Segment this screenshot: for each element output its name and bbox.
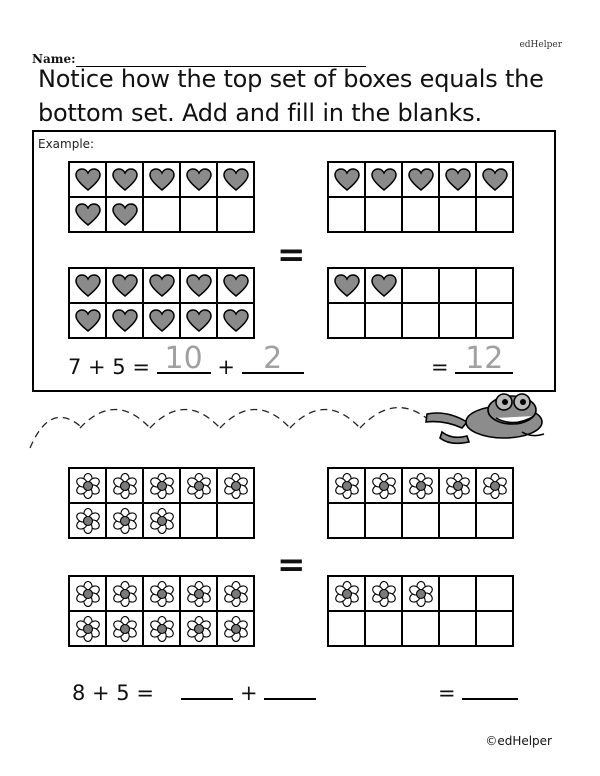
ten-frame-cell — [218, 163, 255, 198]
ten-frame-cell — [329, 163, 366, 198]
ten-frame-cell — [181, 163, 218, 198]
ten-frame-cell — [70, 269, 107, 304]
heart-icon — [223, 168, 249, 192]
flower-icon — [75, 581, 101, 607]
copyright: ©edHelper — [485, 734, 552, 748]
ten-frame-cell — [107, 469, 144, 504]
flower-icon — [112, 616, 138, 642]
problem-equation-lhs: 8 + 5 = — [72, 681, 154, 705]
ten-frame-cell — [440, 577, 477, 612]
flower-icon — [408, 581, 434, 607]
flower-icon — [223, 581, 249, 607]
flower-icon — [112, 581, 138, 607]
brand-mark: edHelper — [519, 40, 562, 50]
problem-left-top-frame — [68, 467, 255, 539]
ten-frame-cell — [181, 198, 218, 233]
heart-icon — [445, 168, 471, 192]
ten-frame-cell — [218, 304, 255, 339]
example-answer-3: 12 — [465, 341, 504, 376]
heart-icon — [112, 274, 138, 298]
ten-frame-cell — [477, 612, 514, 647]
ten-frame-cell — [329, 577, 366, 612]
ten-frame-cell — [181, 269, 218, 304]
ten-frame-cell — [403, 612, 440, 647]
example-equals-sign: = — [277, 235, 306, 275]
flower-icon — [75, 616, 101, 642]
problem-blank-3[interactable] — [462, 676, 518, 700]
ten-frame-cell — [181, 612, 218, 647]
ten-frame-cell — [366, 269, 403, 304]
flower-icon — [149, 616, 175, 642]
ten-frame-cell — [144, 577, 181, 612]
ten-frame-cell — [366, 163, 403, 198]
ten-frame-cell — [329, 198, 366, 233]
ten-frame-cell — [181, 504, 218, 539]
flower-icon — [149, 473, 175, 499]
flower-icon — [223, 473, 249, 499]
example-answer-1: 10 — [164, 341, 203, 376]
ten-frame-cell — [440, 469, 477, 504]
ten-frame-cell — [218, 577, 255, 612]
flower-icon — [408, 473, 434, 499]
ten-frame-cell — [329, 304, 366, 339]
ten-frame-cell — [366, 198, 403, 233]
ten-frame-cell — [70, 504, 107, 539]
heart-icon — [75, 274, 101, 298]
heart-icon — [75, 203, 101, 227]
example-result — [431, 341, 513, 379]
ten-frame-cell — [107, 304, 144, 339]
ten-frame-cell — [218, 198, 255, 233]
ten-frame-cell — [70, 198, 107, 233]
ten-frame-cell — [477, 304, 514, 339]
ten-frame-cell — [477, 469, 514, 504]
heart-icon — [334, 168, 360, 192]
example-blank-3[interactable] — [455, 341, 513, 376]
ten-frame-cell — [70, 304, 107, 339]
heart-icon — [112, 168, 138, 192]
problem-result-equals: = — [438, 681, 456, 705]
ten-frame-cell — [366, 469, 403, 504]
heart-icon — [112, 309, 138, 333]
instructions: Notice how the top set of boxes equals the bottom set. Add and fill in the blanks. — [38, 65, 544, 127]
problem-equation-plus: + — [240, 681, 258, 705]
ten-frame-cell — [181, 304, 218, 339]
heart-icon — [223, 274, 249, 298]
flower-icon — [371, 581, 397, 607]
heart-icon — [371, 274, 397, 298]
example-answer-2: 2 — [263, 341, 283, 376]
ten-frame-cell — [107, 577, 144, 612]
example-blank-1[interactable] — [157, 341, 211, 376]
flower-icon — [186, 616, 212, 642]
example-equation — [68, 341, 304, 379]
ten-frame-cell — [218, 469, 255, 504]
ten-frame-cell — [218, 612, 255, 647]
heart-icon — [112, 203, 138, 227]
flower-icon — [112, 508, 138, 534]
flower-icon — [186, 581, 212, 607]
ten-frame-cell — [70, 612, 107, 647]
problem-equals-sign: = — [277, 545, 306, 585]
problem-right-bottom-frame — [327, 575, 514, 647]
ten-frame-cell — [440, 304, 477, 339]
heart-icon — [482, 168, 508, 192]
example-equation-lhs: 7 + 5 = — [68, 355, 150, 379]
heart-icon — [408, 168, 434, 192]
example-equation-plus: + — [217, 355, 235, 379]
example-right-bottom-frame — [327, 267, 514, 339]
ten-frame-cell — [181, 469, 218, 504]
ten-frame-cell — [181, 577, 218, 612]
ten-frame-cell — [366, 504, 403, 539]
heart-icon — [149, 168, 175, 192]
ten-frame-cell — [403, 504, 440, 539]
ten-frame-cell — [440, 198, 477, 233]
example-result-equals: = — [431, 355, 449, 379]
problem-equation — [72, 676, 316, 705]
heart-icon — [149, 274, 175, 298]
example-right-top-frame — [327, 161, 514, 233]
ten-frame-cell — [107, 198, 144, 233]
ten-frame-cell — [144, 198, 181, 233]
ten-frame-cell — [403, 198, 440, 233]
ten-frame-cell — [144, 269, 181, 304]
ten-frame-cell — [403, 304, 440, 339]
flower-icon — [371, 473, 397, 499]
ten-frame-cell — [144, 469, 181, 504]
ten-frame-cell — [403, 469, 440, 504]
heart-icon — [75, 168, 101, 192]
heart-icon — [186, 274, 212, 298]
flower-icon — [149, 508, 175, 534]
ten-frame-cell — [366, 304, 403, 339]
heart-icon — [223, 309, 249, 333]
ten-frame-cell — [329, 269, 366, 304]
ten-frame-cell — [403, 163, 440, 198]
example-label: Example: — [38, 137, 95, 151]
ten-frame-cell — [107, 269, 144, 304]
problem-right-top-frame — [327, 467, 514, 539]
ten-frame-cell — [70, 577, 107, 612]
ten-frame-cell — [477, 504, 514, 539]
ten-frame-cell — [477, 577, 514, 612]
ten-frame-cell — [107, 612, 144, 647]
ten-frame-cell — [477, 198, 514, 233]
example-left-top-frame — [68, 161, 255, 233]
heart-icon — [75, 309, 101, 333]
heart-icon — [186, 309, 212, 333]
ten-frame-cell — [329, 504, 366, 539]
ten-frame-cell — [403, 577, 440, 612]
ten-frame-cell — [329, 612, 366, 647]
problem-result — [438, 676, 518, 705]
ten-frame-cell — [144, 612, 181, 647]
ten-frame-cell — [329, 469, 366, 504]
ten-frame-cell — [70, 163, 107, 198]
ten-frame-cell — [144, 504, 181, 539]
flower-icon — [186, 473, 212, 499]
ten-frame-cell — [440, 163, 477, 198]
ten-frame-cell — [107, 504, 144, 539]
ten-frame-cell — [477, 269, 514, 304]
example-left-bottom-frame — [68, 267, 255, 339]
example-blank-2[interactable] — [242, 341, 304, 376]
ten-frame-cell — [403, 269, 440, 304]
flower-icon — [445, 473, 471, 499]
ten-frame-cell — [70, 469, 107, 504]
ten-frame-cell — [440, 269, 477, 304]
ten-frame-cell — [366, 577, 403, 612]
ten-frame-cell — [144, 163, 181, 198]
heart-icon — [371, 168, 397, 192]
name-label: Name: — [32, 52, 76, 66]
flower-icon — [334, 581, 360, 607]
flower-icon — [75, 473, 101, 499]
problem-blank-1[interactable] — [181, 676, 233, 700]
heart-icon — [334, 274, 360, 298]
heart-icon — [186, 168, 212, 192]
heart-icon — [149, 309, 175, 333]
flower-icon — [149, 581, 175, 607]
frog-icon — [422, 392, 552, 448]
ten-frame-cell — [366, 612, 403, 647]
flower-icon — [75, 508, 101, 534]
flower-icon — [112, 473, 138, 499]
problem-left-bottom-frame — [68, 575, 255, 647]
ten-frame-cell — [218, 504, 255, 539]
ten-frame-cell — [144, 304, 181, 339]
ten-frame-cell — [477, 163, 514, 198]
ten-frame-cell — [440, 504, 477, 539]
ten-frame-cell — [440, 612, 477, 647]
flower-icon — [223, 616, 249, 642]
flower-icon — [334, 473, 360, 499]
ten-frame-cell — [218, 269, 255, 304]
problem-blank-2[interactable] — [264, 676, 316, 700]
ten-frame-cell — [107, 163, 144, 198]
flower-icon — [482, 473, 508, 499]
